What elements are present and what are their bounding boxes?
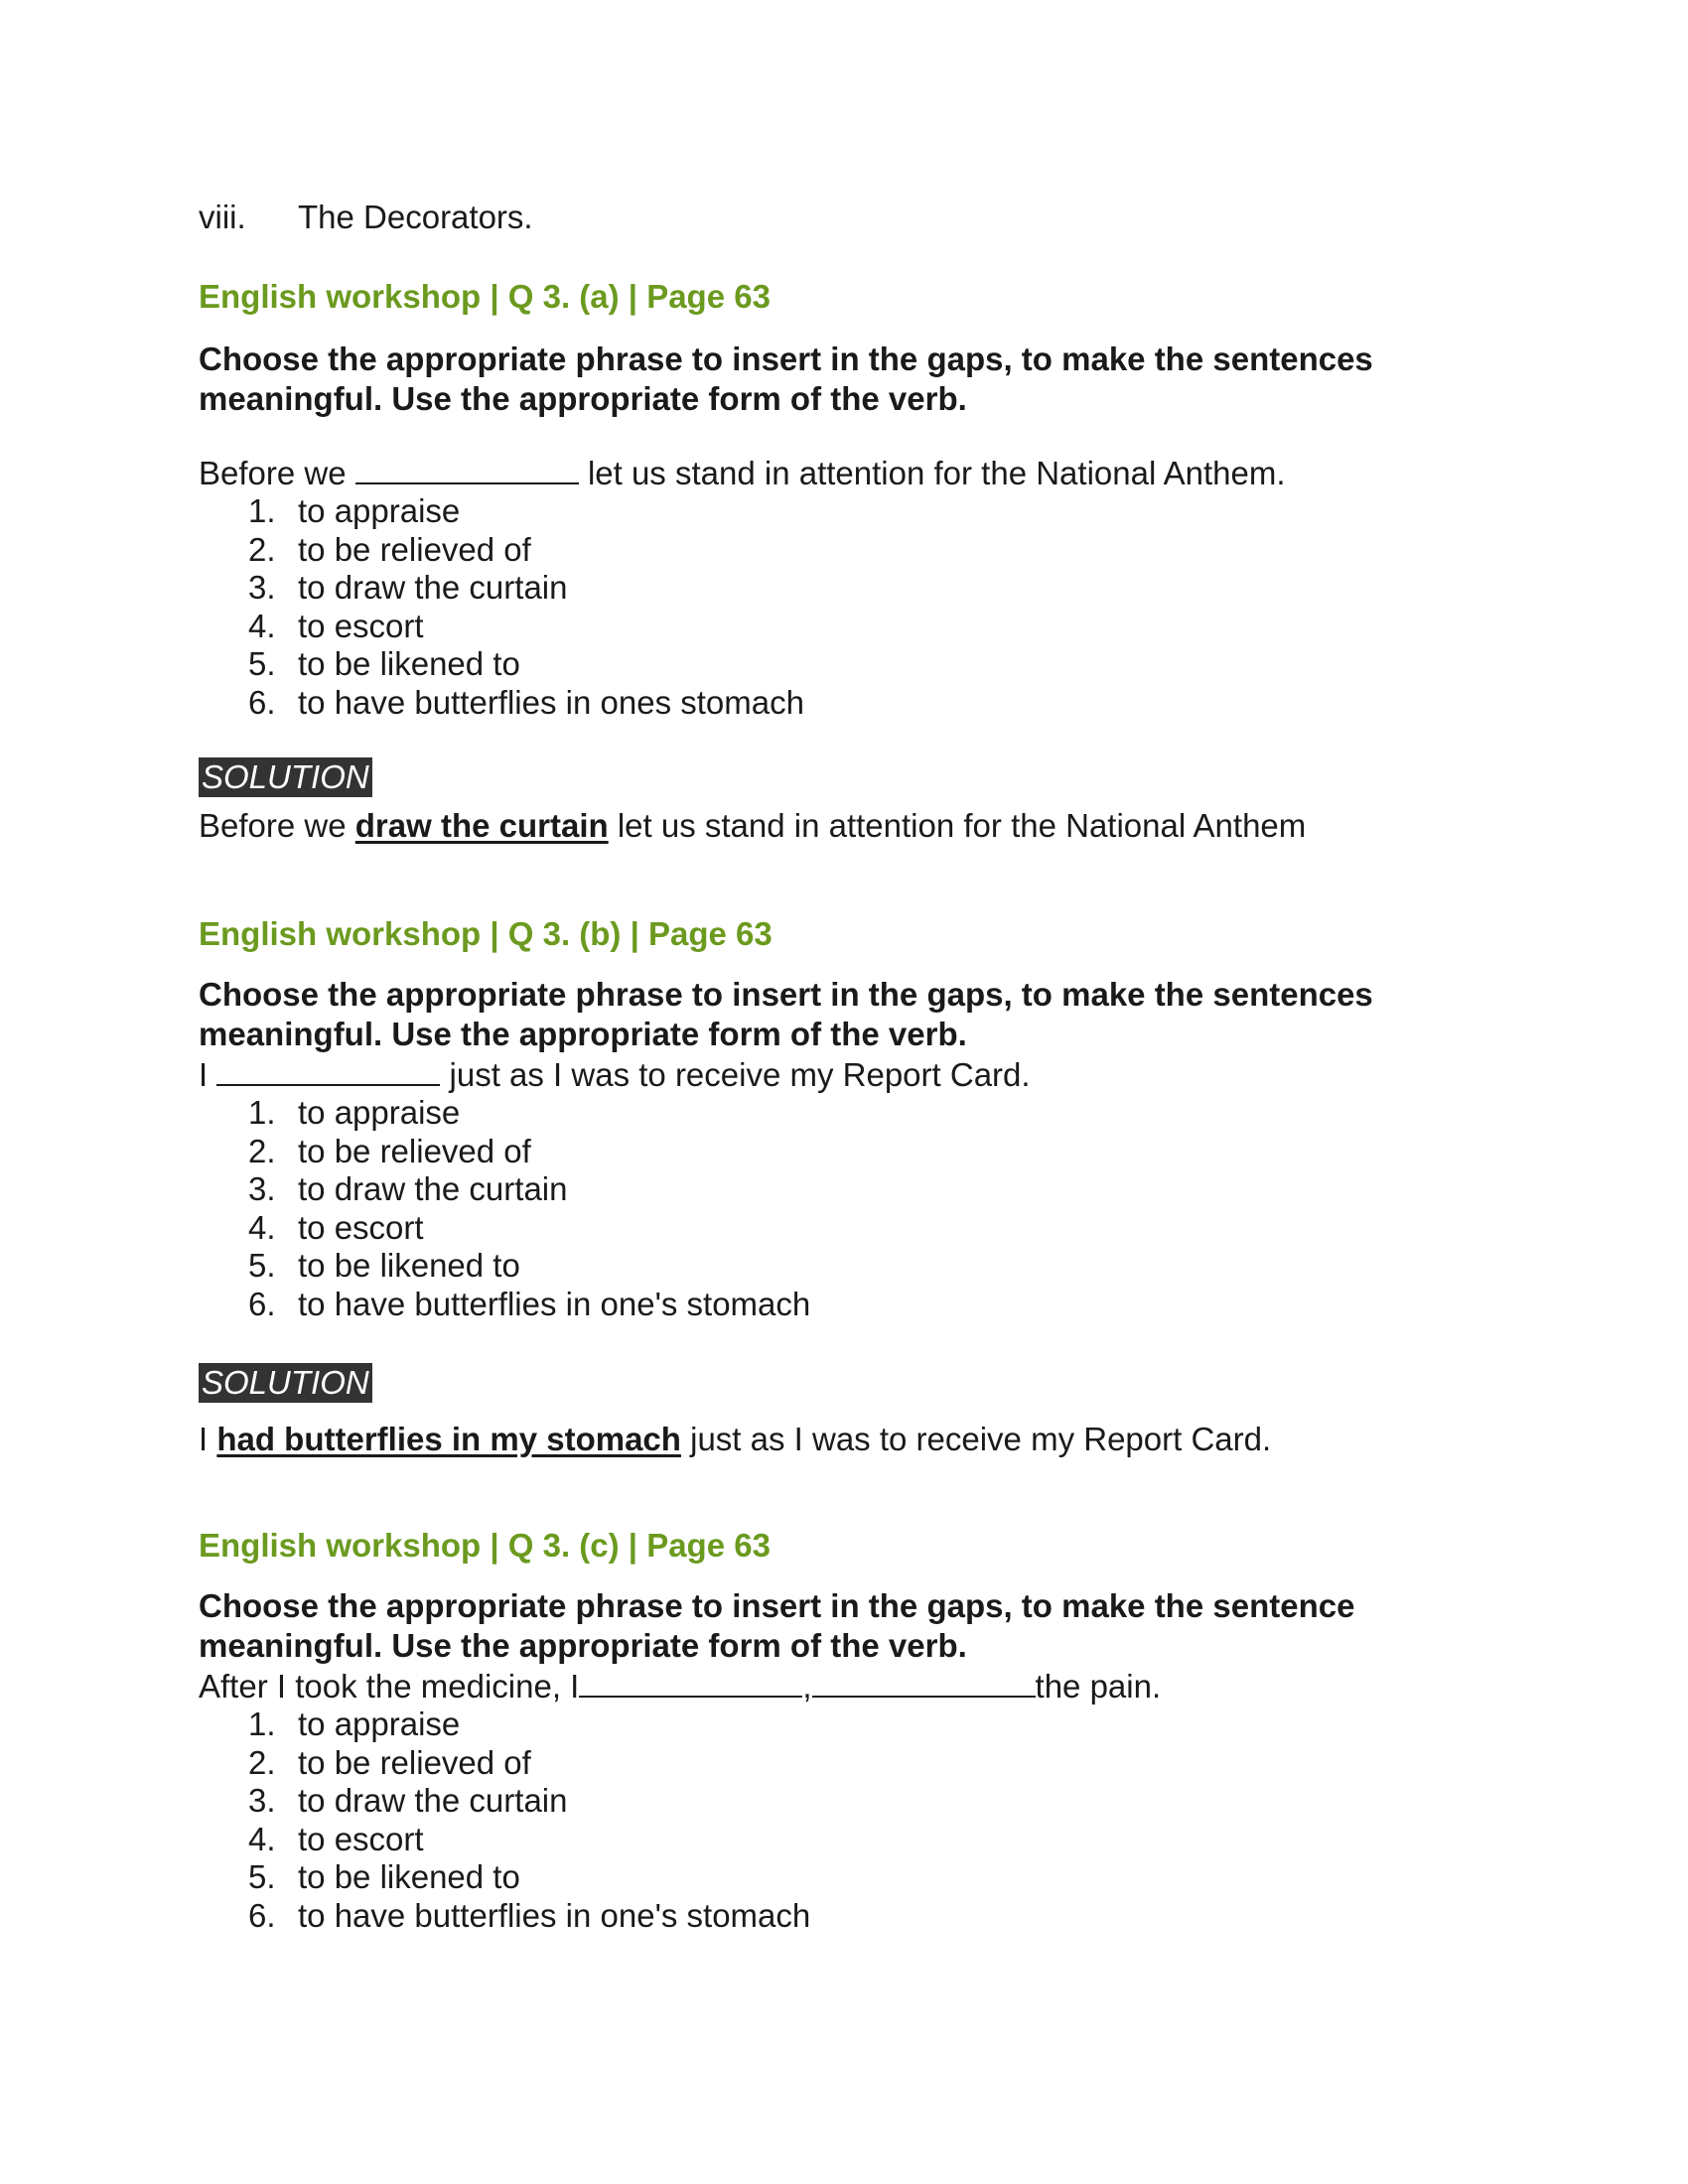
answer-blank (355, 453, 579, 484)
solution-answer: had butterflies in my stomach (216, 1421, 681, 1457)
option-item: 3. to draw the curtain (248, 1782, 568, 1819)
option-item: 1. to appraise (248, 1706, 461, 1742)
solution-label: SOLUTION (199, 757, 372, 797)
option-item: 2. to be relieved of (248, 530, 531, 568)
option-item: 1. to appraise (248, 1094, 461, 1131)
question-section-a (199, 278, 1509, 845)
solution-answer: draw the curtain (354, 807, 609, 844)
section-heading: English workshop | Q 3. (c) | Page 63 (199, 1527, 771, 1564)
option-item: 6. to have butterflies in one's stomach (248, 1285, 811, 1322)
question-sentence: I just as I was to receive my Report Card. (199, 1056, 1031, 1093)
options-list (199, 1094, 1509, 1323)
list-text: The Decorators. (298, 199, 533, 235)
section-heading: English workshop | Q 3. (a) | Page 63 (199, 278, 771, 315)
option-item: 6. to have butterflies in one's stomach (248, 1896, 811, 1934)
instruction-text: Choose the appropriate phrase to insert in the gaps, to make the sentence meaningful. Use the appropriate form of the verb. (199, 1587, 1355, 1664)
option-item: 4. to escort (248, 607, 424, 644)
option-item: 4. to escort (248, 1208, 424, 1246)
option-item: 4. to escort (248, 1820, 424, 1857)
option-item: 3. to draw the curtain (248, 569, 568, 606)
question-section-b (199, 915, 1509, 1458)
question-before: Before we (199, 455, 347, 491)
answer-blank (216, 1054, 440, 1086)
question-sentence (199, 453, 1509, 492)
option-item: 6. to have butterflies in ones stomach (248, 683, 804, 721)
option-item: 3. to draw the curtain (248, 1170, 568, 1207)
options-list (199, 492, 1509, 722)
question-sentence: After I took the medicine, I , the pain. (199, 1668, 1162, 1705)
solution-sentence: I had butterflies in my stomach just as I was to receive my Report Card. (199, 1421, 1272, 1457)
list-number: viii. (199, 199, 246, 235)
instruction-text: Choose the appropriate phrase to insert in the gaps, to make the sentences meaningful. Use the appropriate form of the verb. (199, 976, 1373, 1052)
options-list (199, 1706, 1509, 1935)
answer-blank (579, 1666, 802, 1698)
solution-sentence: Before we draw the curtain let us stand in attention for the National Anthem (199, 807, 1307, 844)
option-item: 5. to be likened to (248, 645, 520, 682)
option-item: 5. to be likened to (248, 1247, 520, 1284)
section-heading: English workshop | Q 3. (b) | Page 63 (199, 915, 773, 952)
option-item: 1. to appraise (248, 492, 461, 529)
question-section-c (199, 1527, 1509, 1935)
list-item-viii (199, 199, 533, 236)
instruction-text: Choose the appropriate phrase to insert in the gaps, to make the sentences meaningful. Use the appropriate form of the verb. (199, 341, 1373, 417)
answer-blank (812, 1666, 1036, 1698)
option-item: 5. to be likened to (248, 1858, 520, 1895)
solution-label: SOLUTION (199, 1363, 372, 1403)
option-item: 2. to be relieved of (248, 1743, 531, 1781)
option-item: 2. to be relieved of (248, 1132, 531, 1169)
question-after: let us stand in attention for the National Anthem. (587, 455, 1286, 491)
